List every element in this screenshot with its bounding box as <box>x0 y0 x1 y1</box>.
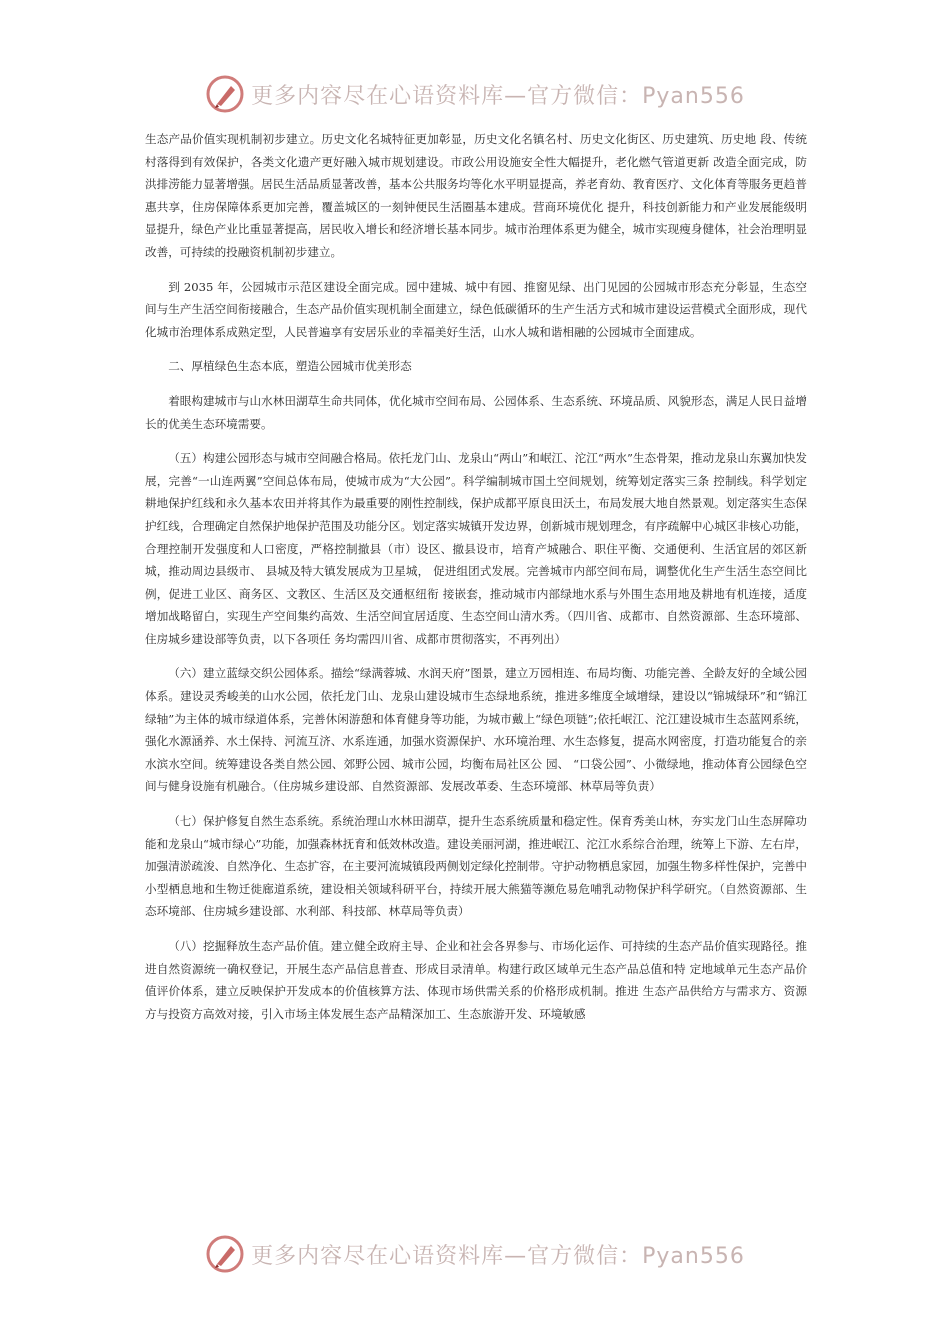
paragraph-item-6: （六）建立蓝绿交织公园体系。描绘“绿满蓉城、水润天府”图景，建立万园相连、布局均衡、功能完善、全龄友好的全域公园体系。建设灵秀峻美的山水公园，依托龙门山、龙泉山建设城市生态绿地系统，推进多维度全域增绿，建设以“锦城绿环”和“锦江绿轴”为主体的城市绿道体系，完善休闲游憩和体育健身等功能，为城市戴上“绿色项链”;依托岷江、沱江建设城市生态蓝网系统，强化水源涵养、水土保持、河流互济、水系连通，加强水资源保护、水环境治理、水生态修复，提高水网密度，打造功能复合的亲水滨水空间。统筹建设各类自然公园、郊野公园、城市公园，均衡布局社区公 园、 “口袋公园”、小微绿地，推动体育公园绿色空间与健身设施有机融合。（住房城乡建设部、自然资源部、发展改革委、生态环境部、林草局等负责） <box>145 666 807 794</box>
watermark-text: 更多内容尽在心语资料库—官方微信：Pyan556 <box>251 1243 745 1269</box>
section-heading-2: 二、厚植绿色生态本底，塑造公园城市优美形态 <box>168 359 412 374</box>
paragraph-goals-2035: 到 2035 年，公园城市示范区建设全面完成。园中建城、城中有园、推窗见绿、出门见园的公园城市形态充分彰显，生态空间与生产生活空间衔接融合，生态产品价值实现机制全面建立，绿色低碳循环的生产生活方式和城市建设运营模式全面形成，现代化城市治理体系成熟定型，人民普遍享有安居乐业的幸福美好生活，山水人城和谐相融的公园城市全面建成。 <box>145 279 807 339</box>
paragraph-item-5: （五）构建公园形态与城市空间融合格局。依托龙门山、龙泉山“两山”和岷江、沱江“两水”生态骨架，推动龙泉山东翼加快发展，完善“一山连两翼”空间总体布局，使城市成为“大公园”。科学编制城市国土空间规划，统筹划定落实三条 控制线。科学划定耕地保护红线和永久基本农田并将其作为最重要的刚性控制线，保护成都平原良田沃土，布局发展大地自然景观。划定落实生态保护红线，合理确定自然保护地保护范围及功能分区。划定落实城镇开发边界，创新城市规划理念，有序疏解中心城区非核心功能，合理控制开发强度和人口密度，严格控制撤县（市）设区、撤县设市，培育产城融合、职住平衡、交通便利、生活宜居的郊区新城，推动周边县级市、 县城及特大镇发展成为卫星城， 促进组团式发展。完善城市内部空间布局，调整优化生产生活生态空间比例，促进工业区、商务区、文教区、生活区及交通枢纽衔 接嵌套，推动城市内部绿地水系与外围生态用地及耕地有机连接，适度增加战略留白，实现生产空间集约高效、生活空间宜居适度、生态空间山清水秀。（四川省、成都市、自然资源部、生态环境部、住房城乡建设部等负责，以下各项任 务均需四川省、成都市贯彻落实，不再列出） <box>145 451 807 646</box>
watermark-text: 更多内容尽在心语资料库—官方微信：Pyan556 <box>251 83 745 109</box>
paragraph-goals-2025: 生态产品价值实现机制初步建立。历史文化名城特征更加彰显，历史文化名镇名村、历史文化街区、历史建筑、历史地 段、传统村落得到有效保护，各类文化遗产更好融入城市规划建设。市政公用设施安全性大幅提升，老化燃气管道更新 改造全面完成，防洪排涝能力显著增强。居民生活品质显著改善，基本公共服务均等化水平明显提高，养老育幼、教育医疗、文化体育等服务更趋普惠共享，住房保障体系更加完善，覆盖城区的一刻钟便民生活圈基本建成。营商环境优化 提升，科技创新能力和产业发展能级明显提升，绿色产业比重显著提高，居民收入增长和经济增长基本同步。城市治理体系更为健全，城市实现瘦身健体，社会治理明显改善，可持续的投融资机制初步建立。 <box>145 132 807 259</box>
paragraph-item-8: （八）挖掘释放生态产品价值。建立健全政府主导、企业和社会各界参与、市场化运作、可持续的生态产品价值实现路径。推进自然资源统一确权登记，开展生态产品信息普查、形成目录清单。构建行政区域单元生态产品总值和特 定地域单元生态产品价值评价体系，建立反映保护开发成本的价值核算方法、体现市场供需关系的价格形成机制。推进 生态产品供给方与需求方、资源方与投资方高效对接，引入市场主体发展生态产品精深加工、生态旅游开发、环境敏感 <box>145 939 807 1021</box>
paragraph-section-intro: 着眼构建城市与山水林田湖草生命共同体，优化城市空间布局、公园体系、生态系统、环境品质、风貌形态，满足人民日益增长的优美生态环境需要。 <box>145 393 807 431</box>
document-body <box>145 128 807 1025</box>
paragraph-item-7: （七）保护修复自然生态系统。系统治理山水林田湖草，提升生态系统质量和稳定性。保育秀美山林，夯实龙门山生态屏障功能和龙泉山“城市绿心”功能，加强森林抚育和低效林改造。建设美丽河湖，推进岷江、沱江水系综合治理，统筹上下游、左右岸，加强清淤疏浚、自然净化、生态扩容，在主要河流城镇段两侧划定绿化控制带。守护动物栖息家园，加强生物多样性保护，完善中小型栖息地和生物迁徙廊道系统，建设相关领域科研平台，持续开展大熊猫等濒危易危哺乳动物保护科学研究。（自然资源部、生态环境部、住房城乡建设部、水利部、科技部、林草局等负责） <box>145 814 807 919</box>
pen-nib-logo-icon <box>205 1234 245 1274</box>
pen-nib-logo-icon <box>205 74 245 114</box>
watermark-footer <box>0 1232 950 1276</box>
watermark-header <box>0 72 950 116</box>
